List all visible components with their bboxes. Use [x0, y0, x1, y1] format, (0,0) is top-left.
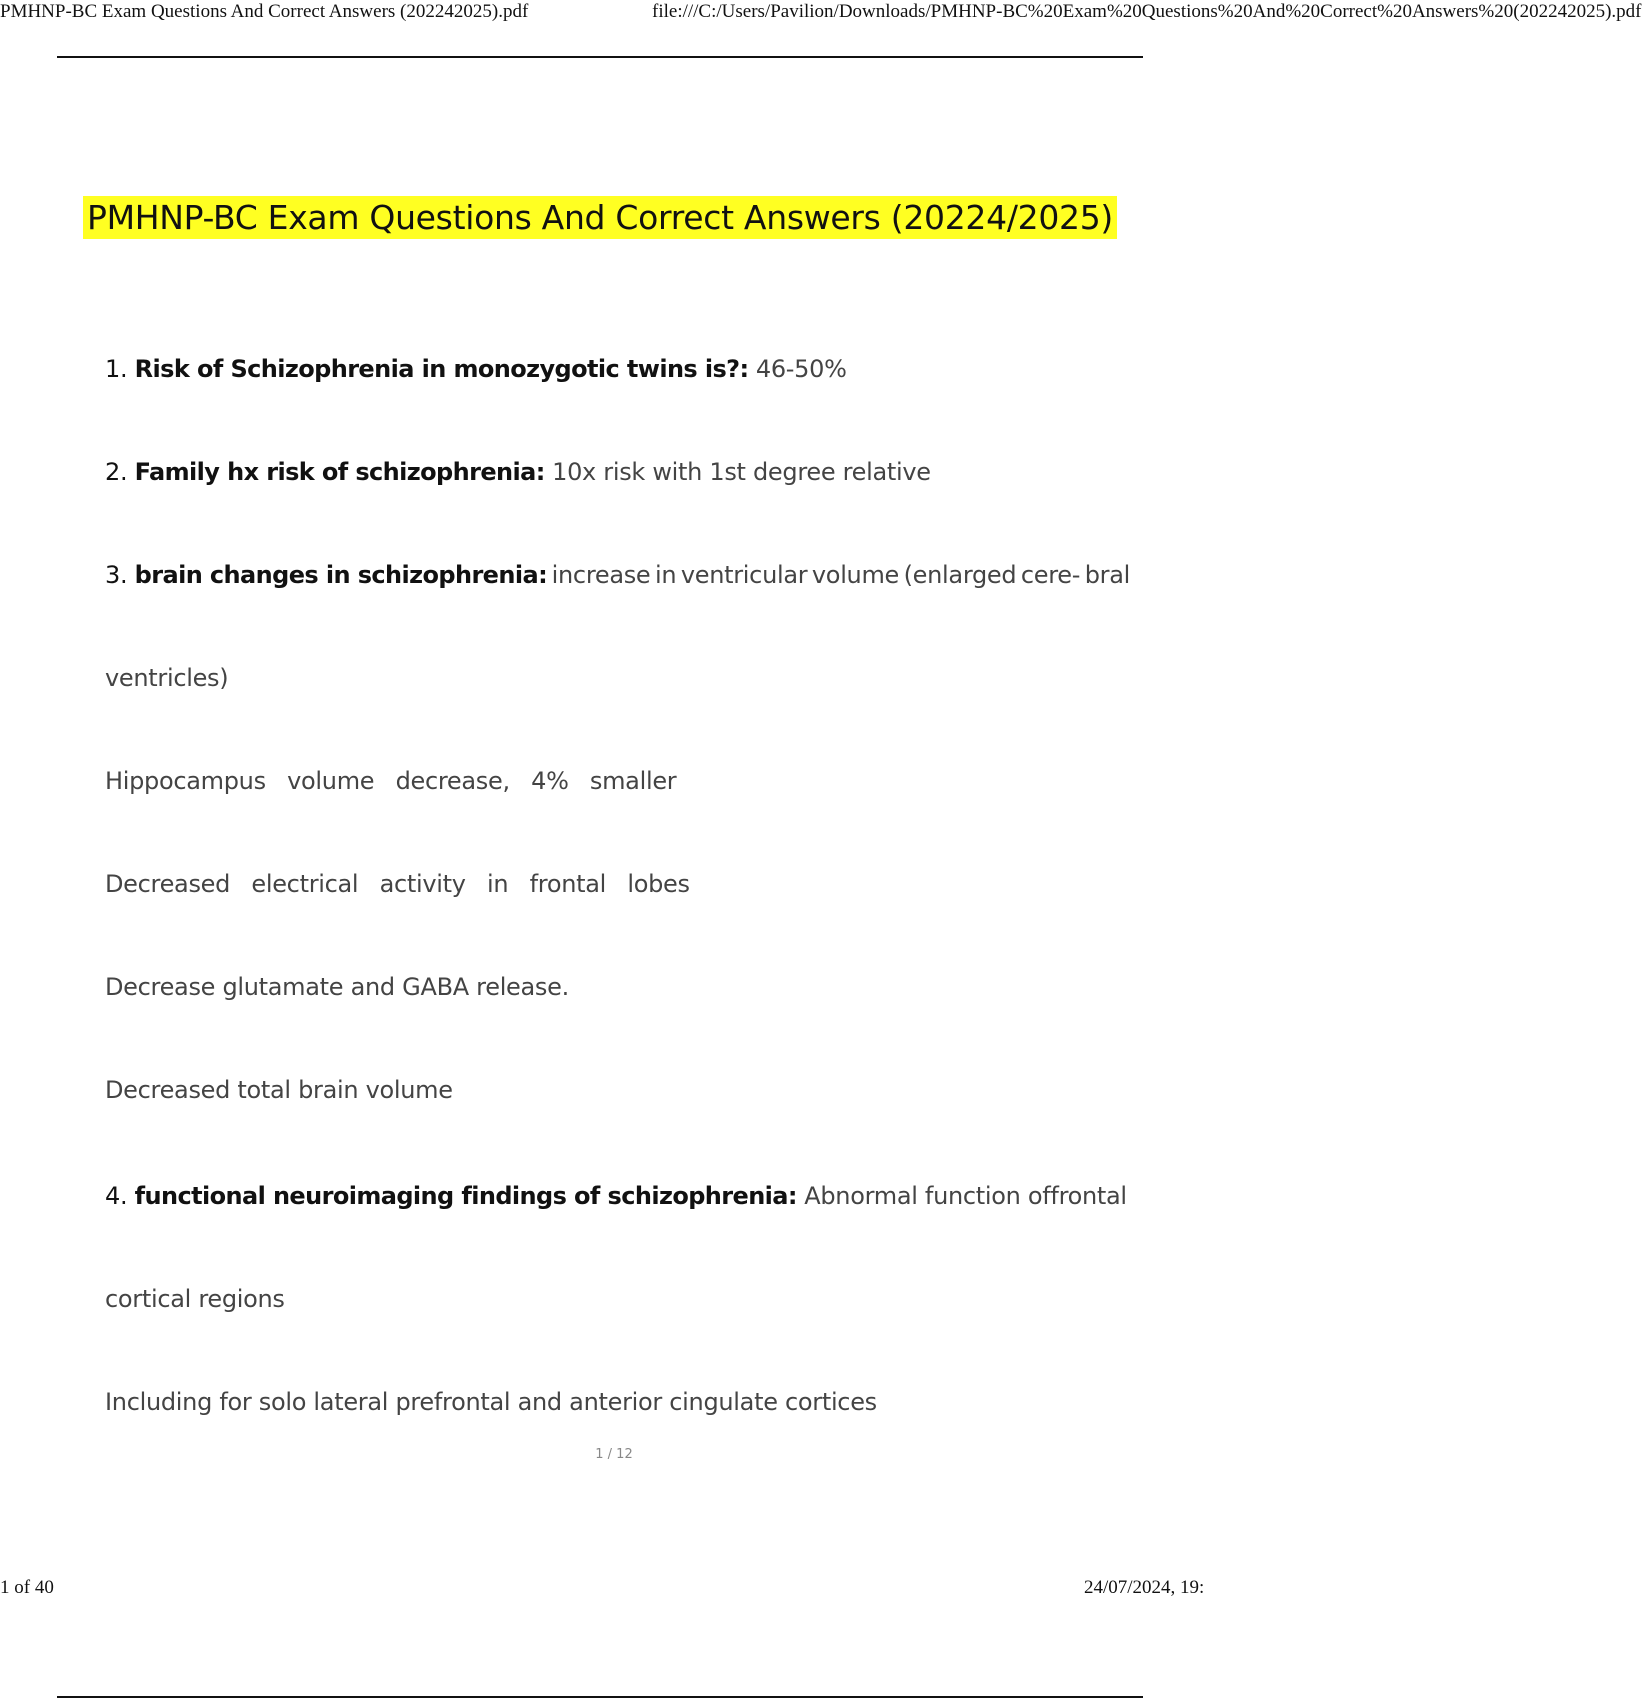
header-file-url: file:///C:/Users/Pavilion/Downloads/PMHNP-BC%20Exam%20Questions%20And%20Correct%20Answers%20(202242025).pdf	[652, 1, 1642, 22]
footer-divider	[57, 1696, 1143, 1698]
header-divider	[57, 56, 1143, 58]
footer-page-of: 1 of 40	[0, 1577, 54, 1598]
question-lead	[105, 561, 547, 589]
question-3	[105, 561, 1130, 589]
question-text: brain changes in schizophrenia:	[134, 561, 548, 589]
question-text: Risk of Schizophrenia in monozygotic twins is?:	[134, 355, 749, 383]
question-3-continuation: Decrease glutamate and GABA release.	[105, 973, 569, 1001]
question-3-continuation: ventricles)	[105, 664, 229, 692]
question-4-continuation: cortical regions	[105, 1285, 285, 1313]
question-2	[105, 458, 1130, 486]
footer-date: 24/07/2024, 19:	[1084, 1577, 1205, 1598]
print-footer	[0, 1577, 1205, 1605]
question-number: 3.	[105, 561, 128, 589]
question-4-continuation: Including for solo lateral prefrontal and anterior cingulate cortices	[105, 1388, 877, 1416]
answer-word: ventricular	[680, 561, 808, 589]
question-text: Family hx risk of schizophrenia:	[134, 458, 545, 486]
title-wrapper	[0, 196, 1200, 239]
document-title: PMHNP-BC Exam Questions And Correct Answers (20224/2025)	[83, 196, 1117, 239]
answer-text: 10x risk with 1st degree relative	[552, 458, 931, 486]
question-4	[105, 1182, 1130, 1210]
answer-word: cere-	[1020, 561, 1081, 589]
header-document-title: PMHNP-BC Exam Questions And Correct Answers (202242025).pdf	[0, 1, 529, 22]
answer-word: increase	[551, 561, 651, 589]
question-number: 4.	[105, 1182, 128, 1210]
question-number: 2.	[105, 458, 128, 486]
question-text: functional neuroimaging findings of schizophrenia:	[134, 1182, 797, 1210]
question-number: 1.	[105, 355, 128, 383]
question-3-continuation: Decreased total brain volume	[105, 1076, 453, 1104]
question-3-continuation: Decreased electrical activity in frontal lobes	[105, 870, 690, 898]
page-counter: 1 / 12	[595, 1447, 633, 1462]
answer-text: 46-50%	[755, 355, 847, 383]
answer-text: Abnormal function offrontal	[804, 1182, 1127, 1210]
answer-word: volume	[811, 561, 900, 589]
answer-word: bral	[1084, 561, 1130, 589]
question-1	[105, 355, 1130, 383]
answer-word: in	[654, 561, 677, 589]
question-3-continuation: Hippocampus volume decrease, 4% smaller	[105, 767, 677, 795]
print-header	[0, 0, 1642, 28]
answer-word: (enlarged	[903, 561, 1017, 589]
